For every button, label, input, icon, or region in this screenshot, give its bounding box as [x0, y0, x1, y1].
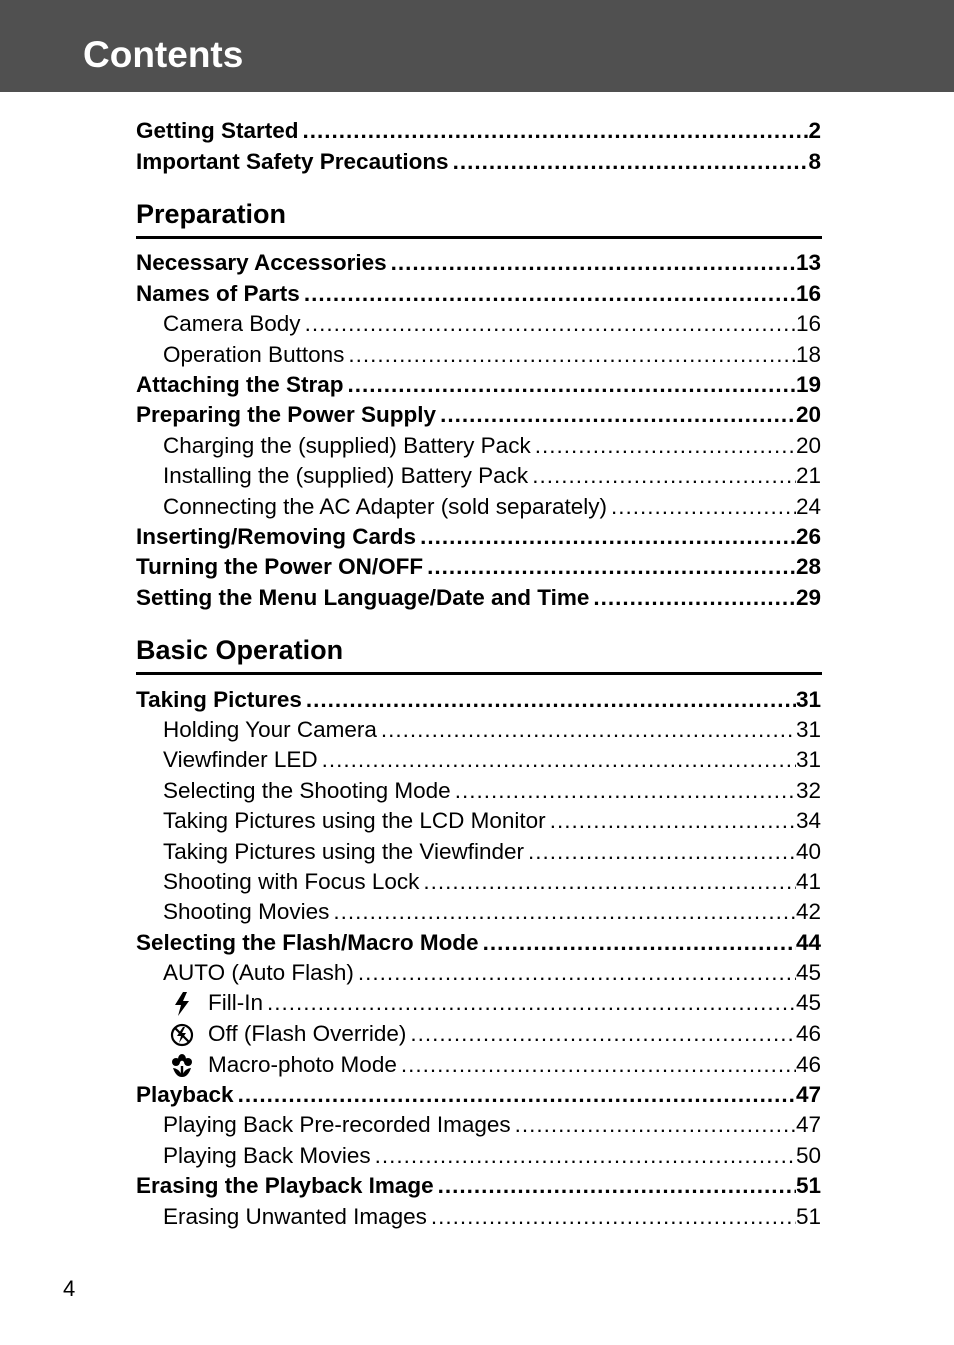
- leader-dots: [322, 745, 796, 775]
- toc-entry[interactable]: [136, 685, 821, 715]
- leader-dots: [455, 776, 796, 806]
- toc-page-number: 26: [795, 524, 821, 549]
- toc-entry[interactable]: [136, 370, 821, 400]
- toc-entry[interactable]: [136, 522, 821, 552]
- leader-dots: [303, 116, 809, 146]
- toc-subentry-macro[interactable]: [170, 1050, 821, 1080]
- toc-subentry[interactable]: [163, 745, 821, 775]
- toc-label: Important Safety Precautions: [136, 149, 449, 174]
- leader-dots: [391, 248, 796, 278]
- leader-dots: [348, 340, 796, 370]
- toc-entry[interactable]: [136, 552, 821, 582]
- toc-label: Names of Parts: [136, 281, 300, 306]
- toc-page-number: 8: [808, 149, 821, 174]
- toc-page-number: 34: [795, 808, 821, 833]
- leader-dots: [532, 461, 796, 491]
- leader-dots: [535, 431, 796, 461]
- toc-page-number: 2: [808, 118, 821, 143]
- section-heading-preparation: Preparation: [136, 196, 822, 239]
- toc-label: Taking Pictures using the Viewfinder: [163, 839, 525, 864]
- toc-page-number: 32: [795, 778, 821, 803]
- toc-page-number: 13: [795, 250, 821, 275]
- toc-subentry[interactable]: [163, 1202, 821, 1232]
- toc-label: Taking Pictures using the LCD Monitor: [163, 808, 546, 833]
- toc-page-number: 51: [795, 1204, 821, 1229]
- leader-dots: [410, 1019, 796, 1049]
- leader-dots: [333, 897, 796, 927]
- leader-dots: [453, 147, 809, 177]
- toc-page-number: 31: [795, 747, 821, 772]
- toc-label: Installing the (supplied) Battery Pack: [163, 463, 529, 488]
- toc-subentry[interactable]: [163, 806, 821, 836]
- toc-page-number: 29: [795, 585, 821, 610]
- leader-dots: [305, 309, 796, 339]
- toc-label: Macro-photo Mode: [208, 1052, 397, 1077]
- toc-page-number: 46: [795, 1021, 821, 1046]
- toc-subentry[interactable]: [163, 715, 821, 745]
- toc-subentry[interactable]: [163, 492, 821, 522]
- toc-entry[interactable]: [136, 928, 821, 958]
- toc-label: Connecting the AC Adapter (sold separately): [163, 494, 608, 519]
- toc-page-number: 16: [795, 311, 821, 336]
- toc-subentry[interactable]: [163, 461, 821, 491]
- leader-dots: [423, 867, 796, 897]
- toc-label: Viewfinder LED: [163, 747, 318, 772]
- toc-page-number: 45: [795, 990, 821, 1015]
- toc-label: Operation Buttons: [163, 342, 345, 367]
- leader-dots: [420, 522, 796, 552]
- toc-label: Getting Started: [136, 118, 299, 143]
- toc-entry[interactable]: [136, 1171, 821, 1201]
- toc-label: Playing Back Pre-recorded Images: [163, 1112, 511, 1137]
- page-title: Contents: [83, 34, 244, 75]
- toc-entry[interactable]: [136, 400, 821, 430]
- toc-entry-getting-started[interactable]: [136, 116, 821, 146]
- leader-dots: [438, 1171, 796, 1201]
- toc-page-number: 41: [795, 869, 821, 894]
- toc-label: Shooting with Focus Lock: [163, 869, 420, 894]
- toc-page-number: 46: [795, 1052, 821, 1077]
- macro-flower-icon: [170, 1053, 194, 1079]
- toc-subentry[interactable]: [163, 309, 821, 339]
- toc-subentry[interactable]: [163, 837, 821, 867]
- flash-bolt-icon: [170, 991, 194, 1017]
- toc-label: Setting the Menu Language/Date and Time: [136, 585, 590, 610]
- toc-page-number: 18: [795, 342, 821, 367]
- leader-dots: [348, 370, 796, 400]
- toc-entry[interactable]: [136, 583, 821, 613]
- toc-label: Attaching the Strap: [136, 372, 344, 397]
- toc-entry[interactable]: [136, 248, 821, 278]
- toc-label: Fill-In: [208, 990, 263, 1015]
- toc-page-number: 20: [795, 402, 821, 427]
- page-number: 4: [63, 1276, 76, 1301]
- toc-label: Charging the (supplied) Battery Pack: [163, 433, 531, 458]
- toc-page-number: 40: [795, 839, 821, 864]
- toc-label: Selecting the Shooting Mode: [163, 778, 451, 803]
- toc-label: Necessary Accessories: [136, 250, 387, 275]
- toc-subentry[interactable]: [163, 776, 821, 806]
- toc-page-number: 21: [795, 463, 821, 488]
- leader-dots: [304, 279, 796, 309]
- toc-label: Holding Your Camera: [163, 717, 377, 742]
- toc-subentry[interactable]: [163, 340, 821, 370]
- toc-entry[interactable]: [136, 1080, 821, 1110]
- leader-dots: [306, 685, 796, 715]
- toc-label: Off (Flash Override): [208, 1021, 407, 1046]
- toc-label: Erasing the Playback Image: [136, 1173, 434, 1198]
- leader-dots: [358, 958, 796, 988]
- toc-label: Selecting the Flash/Macro Mode: [136, 930, 479, 955]
- leader-dots: [593, 583, 796, 613]
- leader-dots: [528, 837, 796, 867]
- toc-page-number: 47: [795, 1112, 821, 1137]
- toc-label: Playing Back Movies: [163, 1143, 371, 1168]
- toc-label: Inserting/Removing Cards: [136, 524, 417, 549]
- leader-dots: [267, 988, 796, 1018]
- toc-page-number: 50: [795, 1143, 821, 1168]
- leader-dots: [238, 1080, 796, 1110]
- toc-page-number: 31: [795, 687, 821, 712]
- toc-entry-safety-precautions[interactable]: [136, 147, 821, 177]
- toc-label: Preparing the Power Supply: [136, 402, 437, 427]
- toc-entry[interactable]: [136, 279, 821, 309]
- toc-label: Camera Body: [163, 311, 301, 336]
- toc-label: Erasing Unwanted Images: [163, 1204, 427, 1229]
- toc-subentry[interactable]: [163, 897, 821, 927]
- toc-page-number: 16: [795, 281, 821, 306]
- toc-label: Taking Pictures: [136, 687, 302, 712]
- toc-subentry[interactable]: [163, 867, 821, 897]
- toc-page-number: 51: [795, 1173, 821, 1198]
- toc-page-number: 24: [795, 494, 821, 519]
- toc-label: Shooting Movies: [163, 899, 330, 924]
- leader-dots: [401, 1050, 796, 1080]
- leader-dots: [431, 1202, 796, 1232]
- leader-dots: [550, 806, 796, 836]
- toc-label: AUTO (Auto Flash): [163, 960, 354, 985]
- section-heading-basic-operation: Basic Operation: [136, 632, 822, 675]
- toc-page-number: 31: [795, 717, 821, 742]
- header-bar: [0, 0, 954, 92]
- toc-page-number: 20: [795, 433, 821, 458]
- toc-subentry[interactable]: [163, 431, 821, 461]
- toc-page-number: 47: [795, 1082, 821, 1107]
- toc-subentry[interactable]: [163, 1110, 821, 1140]
- toc-page-number: 42: [795, 899, 821, 924]
- toc-page-number: 44: [795, 930, 821, 955]
- flash-off-icon: [170, 1022, 194, 1048]
- leader-dots: [427, 552, 796, 582]
- leader-dots: [381, 715, 796, 745]
- leader-dots: [483, 928, 796, 958]
- toc-page-number: 45: [795, 960, 821, 985]
- leader-dots: [440, 400, 796, 430]
- toc-page-number: 19: [795, 372, 821, 397]
- toc-page-number: 28: [795, 554, 821, 579]
- toc-label: Turning the Power ON/OFF: [136, 554, 424, 579]
- toc-subentry-fill-in[interactable]: [170, 988, 821, 1018]
- toc-subentry-flash-off[interactable]: [170, 1019, 821, 1049]
- leader-dots: [375, 1141, 796, 1171]
- toc-subentry[interactable]: [163, 958, 821, 988]
- toc-label: Playback: [136, 1082, 234, 1107]
- leader-dots: [611, 492, 796, 522]
- leader-dots: [515, 1110, 796, 1140]
- toc-subentry[interactable]: [163, 1141, 821, 1171]
